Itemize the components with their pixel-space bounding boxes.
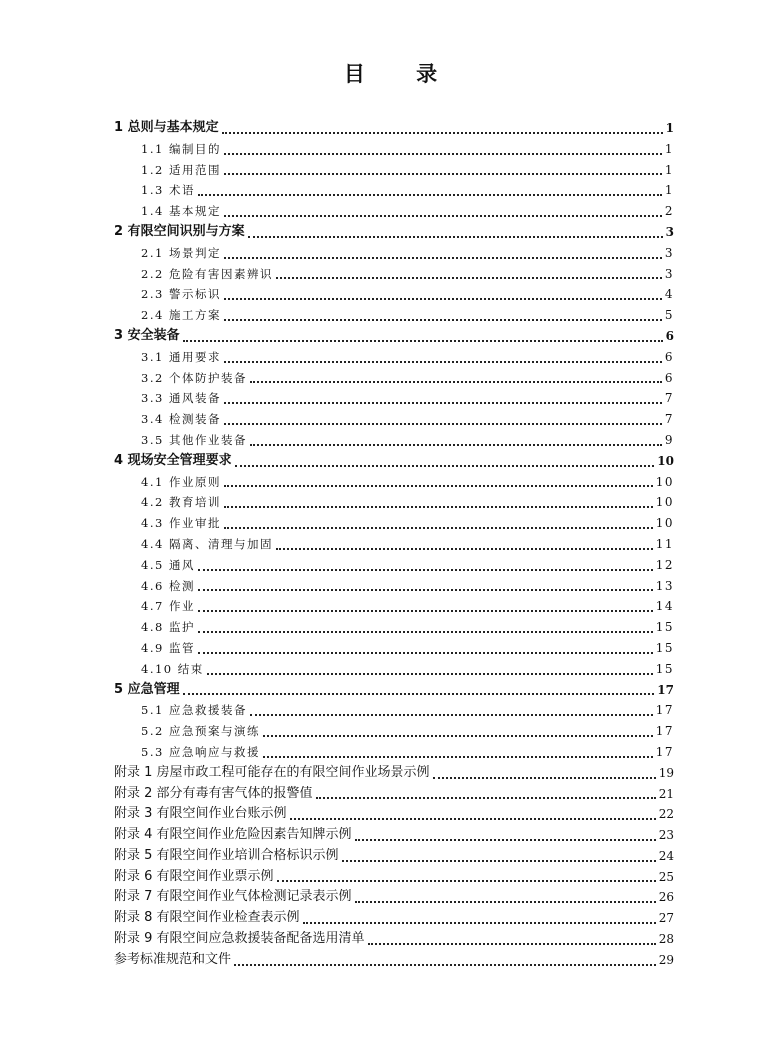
toc-entry-page-number: 22 <box>658 807 674 822</box>
toc-entry-label: 4.1 作业原则 <box>141 474 221 489</box>
dot-leader <box>355 901 656 903</box>
dot-leader <box>277 880 656 882</box>
toc-entry-label: 1.4 基本规定 <box>141 204 221 219</box>
toc-entry-label: 3.3 通风装备 <box>141 391 221 406</box>
toc-entry-label: 附录 5 有限空间作业培训合格标识示例 <box>114 847 339 863</box>
toc-entry-section[interactable] <box>114 284 674 305</box>
dot-leader <box>224 527 653 529</box>
toc-entry-section[interactable] <box>114 201 674 222</box>
toc-entry-label: 5.3 应急响应与救援 <box>141 744 260 759</box>
toc-entry-page-number: 10 <box>657 453 674 468</box>
dot-leader <box>224 506 653 508</box>
dot-leader <box>224 361 662 363</box>
toc-entry-label: 3.1 通用要求 <box>141 349 221 364</box>
toc-entry-appendix[interactable] <box>114 825 674 846</box>
dot-leader <box>290 818 656 820</box>
toc-entry-label: 4.3 作业审批 <box>141 516 221 531</box>
dot-leader <box>198 589 653 591</box>
dot-leader <box>342 860 656 862</box>
page-title: 目 录 <box>343 62 460 86</box>
toc-entry-section[interactable] <box>114 305 674 326</box>
toc-entry-page-number: 23 <box>658 828 674 843</box>
dot-leader <box>368 943 656 945</box>
dot-leader <box>276 548 653 550</box>
toc-entry-page-number: 10 <box>655 474 674 489</box>
toc-entry-page-number: 3 <box>665 224 674 239</box>
toc-entry-page-number: 9 <box>664 432 674 447</box>
toc-entry-page-number: 17 <box>657 682 674 697</box>
toc-entry-chapter[interactable] <box>114 326 674 347</box>
toc-entry-label: 2.1 场景判定 <box>141 245 221 260</box>
toc-entry-label: 附录 8 有限空间作业检查表示例 <box>114 910 300 926</box>
dot-leader <box>248 236 663 238</box>
toc-entry-label: 附录 9 有限空间应急救援装备配备选用清单 <box>114 931 365 947</box>
toc-entry-page-number: 19 <box>658 765 674 780</box>
toc-entry-section[interactable] <box>114 160 674 181</box>
toc-entry-section[interactable] <box>114 139 674 160</box>
dot-leader <box>234 964 656 966</box>
toc-entry-page-number: 12 <box>655 557 674 572</box>
toc-entry-appendix[interactable] <box>114 867 674 888</box>
toc-entry-appendix[interactable] <box>114 846 674 867</box>
toc-entry-label: 1.2 适用范围 <box>141 162 221 177</box>
dot-leader <box>316 797 656 799</box>
dot-leader <box>224 257 662 259</box>
toc-entry-page-number: 10 <box>655 495 674 510</box>
toc-entry-page-number: 24 <box>658 848 674 863</box>
toc-entry-label: 2.2 危险有害因素辨识 <box>141 266 273 281</box>
dot-leader <box>263 735 653 737</box>
toc-entry-page-number: 11 <box>655 536 674 551</box>
dot-leader <box>224 319 662 321</box>
dot-leader <box>207 673 653 675</box>
dot-leader <box>355 839 656 841</box>
toc-entry-section[interactable] <box>114 617 674 638</box>
dot-leader <box>224 423 662 425</box>
toc-entry-page-number: 17 <box>655 744 674 759</box>
toc-entry-section[interactable] <box>114 513 674 534</box>
toc-entry-label: 4.6 检测 <box>141 578 195 593</box>
dot-leader <box>198 652 653 654</box>
dot-leader <box>224 298 662 300</box>
toc-entry-chapter[interactable] <box>114 222 674 243</box>
toc-entry-label: 2.4 施工方案 <box>141 308 221 323</box>
toc-entry-page-number: 15 <box>655 640 674 655</box>
toc-entry-section[interactable] <box>114 742 674 763</box>
toc-entry-label: 2.3 警示标识 <box>141 287 221 302</box>
toc-entry-page-number: 1 <box>664 162 674 177</box>
toc-entry-label: 3 安全装备 <box>114 327 180 343</box>
toc-entry-section[interactable] <box>114 409 674 430</box>
toc-entry-label: 1.1 编制目的 <box>141 141 221 156</box>
toc-entry-section[interactable] <box>114 243 674 264</box>
toc-entry-section[interactable] <box>114 264 674 285</box>
toc-entry-section[interactable] <box>114 700 674 721</box>
toc-entry-label: 4.4 隔离、清理与加固 <box>141 536 273 551</box>
toc-entry-section[interactable] <box>114 721 674 742</box>
toc-entry-appendix[interactable] <box>114 908 674 929</box>
toc-entry-page-number: 3 <box>664 266 674 281</box>
toc-entry-label: 4.2 教育培训 <box>141 495 221 510</box>
toc-entry-appendix[interactable] <box>114 950 674 971</box>
toc-entry-page-number: 1 <box>664 183 674 198</box>
toc-entry-label: 3.4 检测装备 <box>141 412 221 427</box>
toc-entry-chapter[interactable] <box>114 118 674 139</box>
toc-entry-chapter[interactable] <box>114 680 674 701</box>
toc-entry-section[interactable] <box>114 180 674 201</box>
toc-entry-label: 附录 4 有限空间作业危险因素告知牌示例 <box>114 827 352 843</box>
toc-entry-page-number: 21 <box>658 786 674 801</box>
dot-leader <box>433 777 656 779</box>
dot-leader <box>276 277 662 279</box>
dot-leader <box>224 485 653 487</box>
toc-entry-section[interactable] <box>114 472 674 493</box>
toc-entry-page-number: 6 <box>664 349 674 364</box>
toc-entry-section[interactable] <box>114 576 674 597</box>
toc-entry-page-number: 1 <box>664 141 674 156</box>
toc-entry-label: 4.5 通风 <box>141 557 195 572</box>
toc-entry-section[interactable] <box>114 347 674 368</box>
toc-entry-label: 参考标准规范和文件 <box>114 951 232 967</box>
toc-entry-page-number: 5 <box>664 308 674 323</box>
toc-entry-page-number: 17 <box>655 724 674 739</box>
dot-leader <box>224 215 662 217</box>
toc-entry-page-number: 7 <box>664 391 674 406</box>
dot-leader <box>250 381 662 383</box>
toc-entry-label: 4.7 作业 <box>141 599 195 614</box>
dot-leader <box>263 756 653 758</box>
dot-leader <box>235 465 655 467</box>
toc-entry-label: 5.1 应急救援装备 <box>141 703 247 718</box>
toc-entry-page-number: 6 <box>664 370 674 385</box>
dot-leader <box>224 153 662 155</box>
dot-leader <box>198 610 653 612</box>
table-of-contents <box>114 118 674 971</box>
dot-leader <box>198 194 662 196</box>
toc-entry-label: 4.9 监管 <box>141 640 195 655</box>
toc-entry-section[interactable] <box>114 388 674 409</box>
toc-entry-appendix[interactable] <box>114 784 674 805</box>
toc-entry-page-number: 28 <box>658 932 674 947</box>
toc-entry-page-number: 6 <box>665 328 674 343</box>
toc-entry-label: 1.3 术语 <box>141 183 195 198</box>
toc-entry-page-number: 3 <box>664 245 674 260</box>
toc-entry-section[interactable] <box>114 638 674 659</box>
toc-entry-appendix[interactable] <box>114 763 674 784</box>
toc-entry-label: 附录 7 有限空间作业气体检测记录表示例 <box>114 889 352 905</box>
toc-entry-appendix[interactable] <box>114 887 674 908</box>
toc-entry-section[interactable] <box>114 555 674 576</box>
toc-entry-appendix[interactable] <box>114 804 674 825</box>
toc-entry-appendix[interactable] <box>114 929 674 950</box>
toc-entry-page-number: 29 <box>658 952 674 967</box>
dot-leader <box>183 693 655 695</box>
dot-leader <box>183 340 663 342</box>
toc-entry-section[interactable] <box>114 368 674 389</box>
toc-entry-section[interactable] <box>114 534 674 555</box>
toc-entry-page-number: 27 <box>658 911 674 926</box>
toc-entry-section[interactable] <box>114 659 674 680</box>
toc-entry-label: 5 应急管理 <box>114 681 180 697</box>
dot-leader <box>222 132 663 134</box>
toc-entry-label: 附录 1 房屋市政工程可能存在的有限空间作业场景示例 <box>114 764 430 780</box>
toc-entry-page-number: 15 <box>655 620 674 635</box>
toc-entry-page-number: 7 <box>664 412 674 427</box>
toc-entry-page-number: 13 <box>655 578 674 593</box>
dot-leader <box>250 444 662 446</box>
toc-entry-section[interactable] <box>114 596 674 617</box>
toc-entry-page-number: 1 <box>665 121 674 135</box>
toc-entry-label: 附录 6 有限空间作业票示例 <box>114 868 274 884</box>
toc-entry-page-number: 2 <box>664 204 674 219</box>
toc-entry-page-number: 15 <box>655 661 674 676</box>
toc-entry-label: 附录 2 部分有毒有害气体的报警值 <box>114 785 313 801</box>
dot-leader <box>224 402 662 404</box>
toc-entry-label: 附录 3 有限空间作业台账示例 <box>114 806 287 822</box>
dot-leader <box>250 714 653 716</box>
toc-entry-section[interactable] <box>114 492 674 513</box>
dot-leader <box>198 569 653 571</box>
toc-entry-section[interactable] <box>114 430 674 451</box>
toc-entry-page-number: 14 <box>655 599 674 614</box>
toc-entry-page-number: 4 <box>664 287 674 302</box>
toc-entry-page-number: 10 <box>655 516 674 531</box>
toc-entry-label: 4 现场安全管理要求 <box>114 452 232 468</box>
toc-entry-label: 3.2 个体防护装备 <box>141 370 247 385</box>
toc-entry-label: 4.8 监护 <box>141 620 195 635</box>
dot-leader <box>224 173 662 175</box>
toc-entry-label: 4.10 结束 <box>141 661 204 676</box>
dot-leader <box>303 922 656 924</box>
toc-entry-label: 5.2 应急预案与演练 <box>141 724 260 739</box>
toc-entry-chapter[interactable] <box>114 451 674 472</box>
toc-entry-page-number: 17 <box>655 703 674 718</box>
toc-entry-label: 1 总则与基本规定 <box>114 120 219 135</box>
dot-leader <box>198 631 653 633</box>
toc-entry-page-number: 26 <box>658 890 674 905</box>
toc-entry-page-number: 25 <box>658 869 674 884</box>
toc-entry-label: 3.5 其他作业装备 <box>141 432 247 447</box>
toc-entry-label: 2 有限空间识别与方案 <box>114 223 245 239</box>
